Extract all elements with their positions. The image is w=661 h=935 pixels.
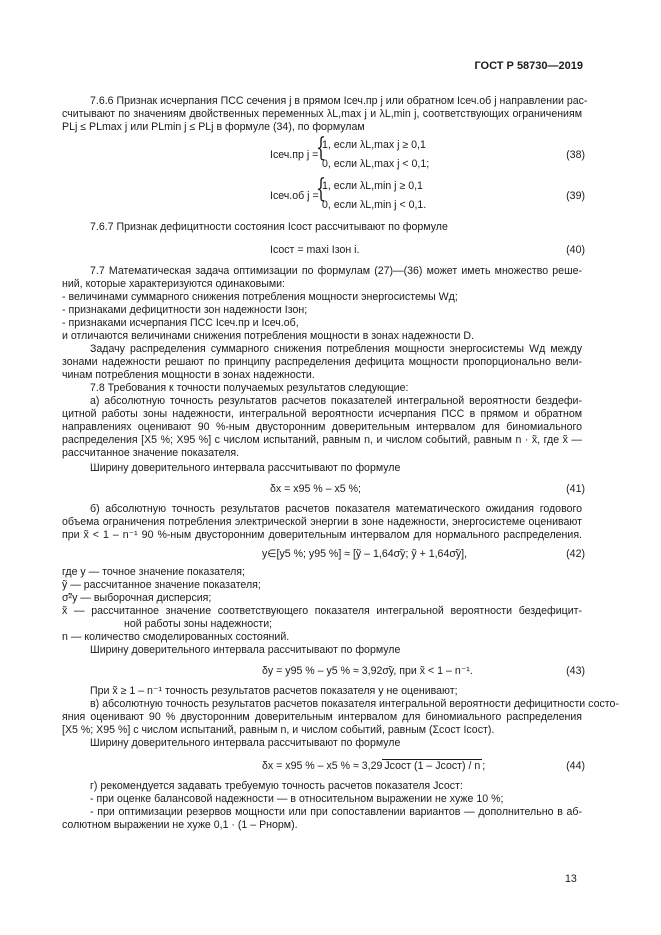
formula-39-brace: { bbox=[316, 174, 326, 204]
where-n: n — количество смоделированных состояний. bbox=[62, 631, 290, 643]
para-77-line1: 7.7 Математическая задача оптимизации по формулам (27)—(36) может иметь множество реше- bbox=[90, 265, 582, 277]
formula-40-number: (40) bbox=[566, 244, 585, 256]
formula-38-case2: 0, если λL,max j < 0,1; bbox=[322, 158, 430, 170]
formula-38-lhs: Iсеч.пр j = bbox=[270, 149, 319, 161]
para-78-intro: 7.8 Требования к точности получаемых результатов следующие: bbox=[90, 382, 409, 394]
para-78a-line2: цитной работы зоны надежности, интегральной вероятности исчерпания ПСС в прямом и обратном bbox=[62, 408, 582, 420]
list-item-exhaustion-flags: - признаками исчерпания ПСС Iсеч.пр и Iсеч.об, bbox=[62, 317, 299, 329]
list-item-reserve-optimization-line2: солютном выражении не хуже 0,1 · (1 – Pнорм). bbox=[62, 819, 298, 831]
para-78v-line2: яния оценивают 90 % двусторонним доверительным интервалом для биномиального распределения bbox=[62, 711, 582, 723]
para-766-line1: 7.6.6 Признак исчерпания ПСС сечения j в прямом Iсеч.пр j или обратном Iсеч.об j направлении рас- bbox=[90, 95, 588, 107]
para-78g: г) рекомендуется задавать требуемую точность расчетов показателя Jсост: bbox=[90, 780, 463, 792]
para-78b-line2: объема ограничения потребления электрической энергии в зоне надежности, энергосистеме оценивают bbox=[62, 516, 582, 528]
para-77-line2: ний, которые характеризуются одинаковыми: bbox=[62, 278, 285, 290]
para-77-conclusion: и отличаются величинами снижения потребления мощности в зонах надежности D. bbox=[62, 330, 475, 342]
formula-43-number: (43) bbox=[566, 665, 585, 677]
para-766-line2: считывают по значениям двойственных переменных λL,max j и λL,min j, соответствующих ограничениям bbox=[62, 108, 582, 120]
document-code-header: ГОСТ Р 58730—2019 bbox=[474, 60, 583, 72]
para-78b-line1: б) абсолютную точность результатов расчетов показателя математического ожидания годового bbox=[90, 503, 582, 515]
formula-42-number: (42) bbox=[566, 548, 585, 560]
list-item-summary-reduction: - величинами суммарного снижения потребления мощности энергосистемы Wд; bbox=[62, 291, 458, 303]
formula-43: δy = y95 % – y5 % ≈ 3,92σ̃y, при x̃ < 1 – n⁻¹. bbox=[262, 665, 473, 677]
para-78b-note: При x̃ ≥ 1 – n⁻¹ точность результатов расчетов показателя y не оценивают; bbox=[90, 685, 458, 697]
formula-44-lhs: δx = x95 % – x5 % ≈ 3,29 bbox=[262, 760, 383, 772]
para-78a-width-intro: Ширину доверительного интервала рассчитывают по формуле bbox=[90, 462, 401, 474]
list-item-reserve-optimization-line1: - при оптимизации резервов мощности или при сопоставлении вариантов — дополнительно в аб- bbox=[90, 806, 582, 818]
para-task-line2: зонами надежности решают по принципу распределения дефицита мощности пропорционально вели- bbox=[62, 356, 582, 368]
para-767: 7.6.7 Признак дефицитности состояния Iсост рассчитывают по формуле bbox=[90, 221, 448, 233]
formula-44-tail: ; bbox=[482, 760, 486, 772]
formula-44 bbox=[262, 760, 485, 773]
list-item-balance-reliability: - при оценке балансовой надежности — в относительном выражении не хуже 10 %; bbox=[90, 793, 504, 805]
where-x-tilde-line2: ной работы зоны надежности; bbox=[124, 618, 273, 630]
para-task-line3: чинам потребления мощности в зонах надежности. bbox=[62, 369, 315, 381]
formula-39-case1: 1, если λL,min j ≥ 0,1 bbox=[322, 180, 423, 192]
formula-38-case1: 1, если λL,max j ≥ 0,1 bbox=[322, 139, 426, 151]
formula-39-lhs: Iсеч.об j = bbox=[270, 190, 319, 202]
para-78a-line3: направлениях оценивают 90 %-ным двусторонним доверительным интервалом для биномиального bbox=[62, 421, 582, 433]
formula-42: y∈[y5 %; y95 %] ≈ [ỹ – 1,64σ̃y; ỹ + 1,64σ̃y], bbox=[262, 548, 468, 560]
para-78b-line3: при x̃ < 1 – n⁻¹ 90 %-ным двусторонним доверительным интервалом для нормального распределения. bbox=[62, 529, 582, 541]
para-78v-width-intro: Ширину доверительного интервала рассчитывают по формуле bbox=[90, 737, 401, 749]
formula-40: Iсост = maxi Iзон i. bbox=[270, 244, 360, 256]
formula-41: δx = x95 % – x5 %; bbox=[270, 483, 361, 495]
para-78a-line4: распределения [X5 %; X95 %] с числом испытаний, равным n, и числом событий, равным n · x̃, где x̃ — bbox=[62, 434, 582, 446]
formula-39-case2: 0, если λL,min j < 0,1. bbox=[322, 199, 427, 211]
para-78a-line1: а) абсолютную точность результатов расчетов показателей интегральной вероятности бездефи- bbox=[90, 395, 582, 407]
para-task-line1: Задачу распределения суммарного снижения потребления мощности энергосистемы Wд между bbox=[90, 343, 582, 355]
where-x-tilde-line1: x̃ — рассчитанное значение соответствующего показателя интегральной вероятности бездефицит- bbox=[62, 605, 582, 617]
list-item-deficit-flags: - признаками дефицитности зон надежности Iзон; bbox=[62, 304, 308, 316]
para-766-line3: PLj ≤ PLmax j или PLmin j ≤ PLj в формуле (34), по формулам bbox=[62, 121, 365, 133]
formula-38-number: (38) bbox=[566, 149, 585, 161]
where-sigma: σ̃²y — выборочная дисперсия; bbox=[62, 592, 212, 604]
formula-38-brace: { bbox=[316, 133, 326, 163]
formula-39-number: (39) bbox=[566, 190, 585, 202]
formula-44-radical: Jсост (1 – Jсост) / n bbox=[384, 760, 481, 772]
where-y-tilde: ỹ — рассчитанное значение показателя; bbox=[62, 579, 261, 591]
para-78v-line3: [X5 %; X95 %] с числом испытаний, равным n, и числом событий, равным (Σсост Iсост). bbox=[62, 724, 495, 736]
formula-44-number: (44) bbox=[566, 760, 585, 772]
where-y: где y — точное значение показателя; bbox=[62, 566, 245, 578]
para-78v-line1: в) абсолютную точность результатов расчетов показателя интегральной вероятности дефицитности состо- bbox=[90, 698, 619, 710]
para-78b-width-intro: Ширину доверительного интервала рассчитывают по формуле bbox=[90, 644, 401, 656]
para-78a-line5: рассчитанное значение показателя. bbox=[62, 447, 240, 459]
page-number: 13 bbox=[565, 873, 577, 885]
formula-41-number: (41) bbox=[566, 483, 585, 495]
